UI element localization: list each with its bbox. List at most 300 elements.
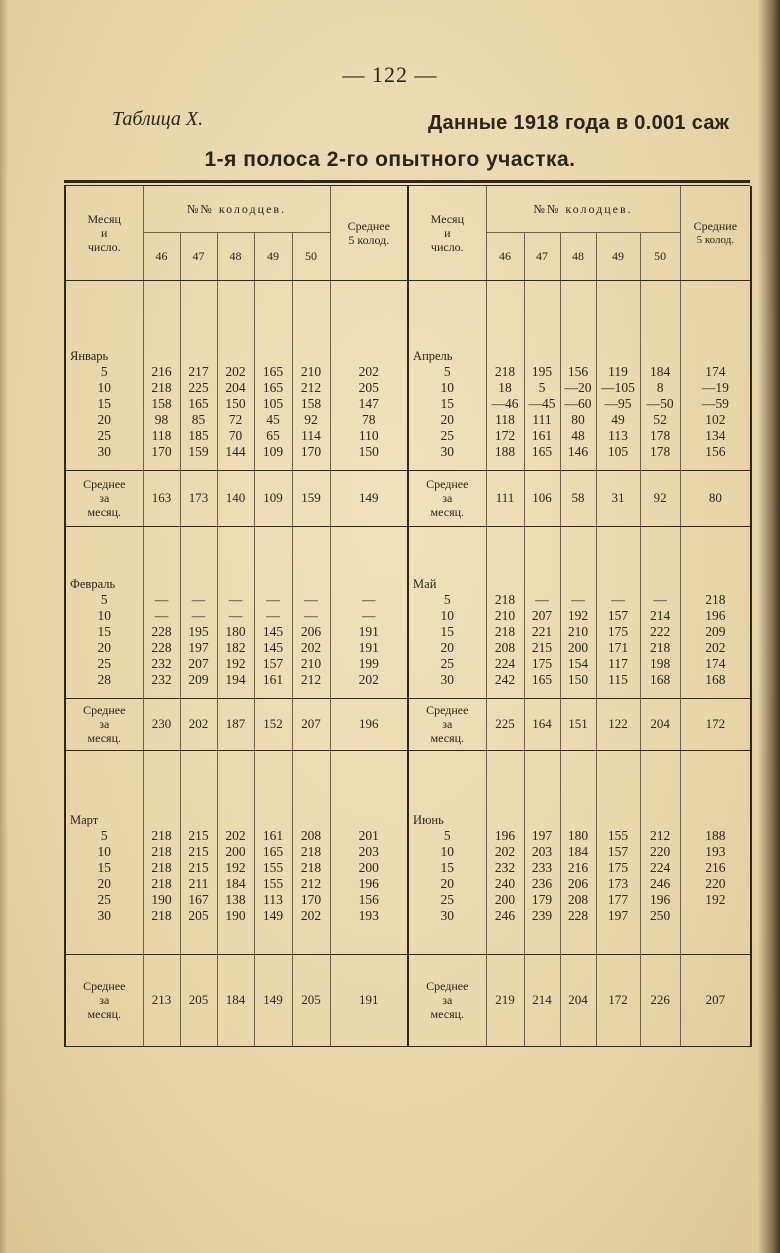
value-cell: 178 (640, 428, 680, 444)
empty-cell (640, 924, 680, 954)
day-cell-left: 10 (97, 380, 111, 395)
avg-value-cell: 164 (524, 698, 560, 750)
empty-cell (292, 570, 330, 592)
value-cell: 232 (486, 860, 524, 876)
value-cell: 202 (217, 828, 254, 844)
value-cell: 200 (217, 844, 254, 860)
empty-cell (65, 460, 143, 470)
top-rule-thick (64, 180, 750, 183)
value-cell: 173 (596, 876, 640, 892)
avg-mean-cell: 172 (680, 698, 751, 750)
avg-mean-cell: 196 (330, 698, 408, 750)
value-cell: 208 (560, 892, 596, 908)
empty-cell (217, 804, 254, 828)
value-cell: 210 (486, 608, 524, 624)
value-cell: 216 (560, 860, 596, 876)
mean-cell: 168 (680, 672, 751, 688)
avg-value-cell: 213 (143, 954, 180, 1046)
header-and-word-right: и (444, 225, 451, 240)
value-cell: 224 (486, 656, 524, 672)
value-cell: 150 (560, 672, 596, 688)
avg-value-cell: 184 (217, 954, 254, 1046)
table-row (65, 592, 751, 608)
value-cell: 192 (560, 608, 596, 624)
mean-cell: 203 (330, 844, 408, 860)
value-cell: 218 (486, 364, 524, 380)
value-cell: 216 (143, 364, 180, 380)
value-cell: 206 (560, 876, 596, 892)
avg-label-right (408, 698, 486, 750)
mean-cell: 156 (330, 892, 408, 908)
empty-cell (180, 570, 217, 592)
empty-cell (254, 460, 292, 470)
value-cell: 111 (524, 412, 560, 428)
value-cell: 211 (180, 876, 217, 892)
avg-label-line: месяц. (430, 505, 465, 519)
mean-cell: 174 (680, 364, 751, 380)
value-cell: — (292, 592, 330, 608)
day-cell-right: 5 (408, 364, 486, 380)
avg-value-cell: 92 (640, 470, 680, 526)
value-cell: 184 (217, 876, 254, 892)
value-cell: 179 (524, 892, 560, 908)
value-cell: 168 (640, 672, 680, 688)
value-cell: 175 (596, 624, 640, 640)
empty-cell (330, 460, 408, 470)
empty-cell (143, 688, 180, 698)
day-cell-right: 30 (408, 908, 486, 924)
avg-label-line: за (99, 491, 110, 505)
value-cell: 158 (143, 396, 180, 412)
block-gap-row (65, 460, 751, 470)
empty-cell (65, 280, 143, 342)
value-cell: 119 (596, 364, 640, 380)
table-row (65, 860, 751, 876)
empty-cell (330, 342, 408, 364)
value-cell: 195 (180, 624, 217, 640)
day-cell-right: 15 (408, 624, 486, 640)
avg-mean-cell: 80 (680, 470, 751, 526)
value-cell: 246 (486, 908, 524, 924)
day-cell-left: 20 (97, 640, 111, 655)
empty-cell (330, 804, 408, 828)
value-cell: 215 (180, 860, 217, 876)
value-cell: 208 (292, 828, 330, 844)
empty-cell (596, 924, 640, 954)
value-cell: 197 (180, 640, 217, 656)
empty-cell (640, 750, 680, 804)
value-cell: 177 (596, 892, 640, 908)
avg-label-line: месяц. (430, 731, 465, 745)
empty-cell (330, 750, 408, 804)
header-well-50: 50 (292, 232, 330, 280)
empty-cell (217, 688, 254, 698)
value-cell: 203 (524, 844, 560, 860)
header-month-right (408, 186, 486, 280)
empty-cell (486, 924, 524, 954)
value-cell: 18 (486, 380, 524, 396)
value-cell: 182 (217, 640, 254, 656)
table-row (65, 412, 751, 428)
day-cell-right: 25 (408, 892, 486, 908)
month-average-row (65, 470, 751, 526)
avg-label-line: Среднее (83, 703, 126, 717)
header-wells-right: №№ колодцев. (486, 186, 680, 232)
value-cell: 178 (640, 444, 680, 460)
table-row (65, 908, 751, 924)
value-cell: 161 (524, 428, 560, 444)
month-name-right: Май (408, 570, 486, 592)
value-cell: 118 (486, 412, 524, 428)
value-cell: 118 (143, 428, 180, 444)
avg-value-cell: 205 (180, 954, 217, 1046)
empty-cell (143, 924, 180, 954)
empty-cell (596, 804, 640, 828)
value-cell: 45 (254, 412, 292, 428)
value-cell: 217 (180, 364, 217, 380)
avg-value-cell: 109 (254, 470, 292, 526)
mean-cell: 196 (330, 876, 408, 892)
avg-value-cell: 140 (217, 470, 254, 526)
avg-value-cell: 159 (292, 470, 330, 526)
value-cell: —45 (524, 396, 560, 412)
avg-value-cell: 149 (254, 954, 292, 1046)
value-cell: 105 (254, 396, 292, 412)
mean-cell: 193 (330, 908, 408, 924)
empty-cell (486, 804, 524, 828)
mean-cell: 78 (330, 412, 408, 428)
empty-cell (65, 526, 143, 570)
value-cell: 145 (254, 640, 292, 656)
value-cell: 184 (640, 364, 680, 380)
empty-cell (524, 804, 560, 828)
day-cell-left: 10 (97, 608, 111, 623)
day-cell-right: 10 (408, 380, 486, 396)
table-row (65, 656, 751, 672)
value-cell: 207 (524, 608, 560, 624)
block-spacer-row (65, 750, 751, 804)
value-cell: 175 (596, 860, 640, 876)
mean-cell: 200 (330, 860, 408, 876)
empty-cell (408, 924, 486, 954)
avg-value-cell: 106 (524, 470, 560, 526)
day-cell-right: 5 (408, 592, 486, 608)
header-wells-left: №№ колодцев. (143, 186, 330, 232)
avg-value-cell: 187 (217, 698, 254, 750)
empty-cell (180, 688, 217, 698)
value-cell: 190 (217, 908, 254, 924)
mean-cell: 218 (680, 592, 751, 608)
avg-label-line: месяц. (87, 731, 121, 745)
empty-cell (680, 750, 751, 804)
value-cell: 48 (560, 428, 596, 444)
mean-cell: — (330, 592, 408, 608)
value-cell: 175 (524, 656, 560, 672)
header-well-46: 46 (143, 232, 180, 280)
value-cell: 224 (640, 860, 680, 876)
table-row (65, 380, 751, 396)
value-cell: 52 (640, 412, 680, 428)
value-cell: — (640, 592, 680, 608)
value-cell: — (143, 608, 180, 624)
empty-cell (524, 280, 560, 342)
empty-cell (180, 342, 217, 364)
value-cell: —46 (486, 396, 524, 412)
value-cell: 157 (596, 608, 640, 624)
avg-value-cell: 173 (180, 470, 217, 526)
avg-value-cell: 31 (596, 470, 640, 526)
value-cell: 49 (596, 412, 640, 428)
avg-value-cell: 207 (292, 698, 330, 750)
empty-cell (330, 526, 408, 570)
value-cell: 165 (254, 844, 292, 860)
empty-cell (143, 526, 180, 570)
day-cell-left: 30 (97, 444, 111, 459)
value-cell: 206 (292, 624, 330, 640)
header-well-47: 47 (180, 232, 217, 280)
year-note: Данные 1918 года в 0.001 саж (428, 112, 730, 134)
day-cell-right: 25 (408, 656, 486, 672)
value-cell: 246 (640, 876, 680, 892)
avg-label-line: Среднее (83, 477, 126, 491)
avg-label-line: за (442, 717, 453, 731)
avg-label-line: за (442, 993, 453, 1007)
header-day-word: число. (87, 239, 121, 254)
month-name-right: Апрель (408, 342, 486, 364)
empty-cell (680, 280, 751, 342)
value-cell: 171 (596, 640, 640, 656)
empty-cell (560, 342, 596, 364)
month-name-row (65, 804, 751, 828)
value-cell: 117 (596, 656, 640, 672)
empty-cell (143, 750, 180, 804)
table-row (65, 608, 751, 624)
empty-cell (292, 750, 330, 804)
empty-cell (217, 460, 254, 470)
value-cell: — (596, 592, 640, 608)
empty-cell (408, 750, 486, 804)
value-cell: 114 (292, 428, 330, 444)
value-cell: 205 (180, 908, 217, 924)
value-cell: 170 (292, 444, 330, 460)
value-cell: 228 (560, 908, 596, 924)
mean-cell: 205 (330, 380, 408, 396)
value-cell: 240 (486, 876, 524, 892)
value-cell: 180 (560, 828, 596, 844)
value-cell: — (180, 592, 217, 608)
empty-cell (596, 280, 640, 342)
mean-cell: 201 (330, 828, 408, 844)
day-cell-left: 20 (97, 412, 111, 427)
empty-cell (330, 570, 408, 592)
empty-cell (217, 342, 254, 364)
value-cell: —95 (596, 396, 640, 412)
value-cell: 212 (640, 828, 680, 844)
mean-cell: 199 (330, 656, 408, 672)
value-cell: 200 (560, 640, 596, 656)
header-mean-right (680, 186, 751, 280)
day-cell-left: 15 (97, 624, 111, 639)
value-cell: 149 (254, 908, 292, 924)
mean-cell: —59 (680, 396, 751, 412)
month-name-left: Февраль (70, 577, 116, 591)
value-cell: 215 (180, 844, 217, 860)
table-row (65, 844, 751, 860)
empty-cell (486, 460, 524, 470)
value-cell: 113 (596, 428, 640, 444)
day-cell-left: 30 (97, 908, 111, 923)
table-body (65, 280, 751, 1046)
table-subtitle: 1-я полоса 2-го опытного участка. (204, 148, 576, 171)
value-cell: 184 (560, 844, 596, 860)
mean-cell: 202 (330, 672, 408, 688)
empty-cell (596, 750, 640, 804)
empty-cell (680, 688, 751, 698)
day-cell-right: 15 (408, 396, 486, 412)
avg-value-cell: 225 (486, 698, 524, 750)
empty-cell (640, 460, 680, 470)
value-cell: 233 (524, 860, 560, 876)
empty-cell (254, 342, 292, 364)
avg-mean-cell: 149 (330, 470, 408, 526)
day-cell-left: 25 (97, 892, 111, 907)
empty-cell (408, 460, 486, 470)
block-gap-row (65, 924, 751, 954)
value-cell: 155 (254, 860, 292, 876)
value-cell: 218 (640, 640, 680, 656)
header-mean-sub-right: 5 колод. (696, 233, 735, 246)
empty-cell (254, 924, 292, 954)
value-cell: 218 (143, 908, 180, 924)
empty-cell (680, 804, 751, 828)
avg-value-cell: 205 (292, 954, 330, 1046)
avg-label-line: за (442, 491, 453, 505)
avg-label-line: Среднее (83, 979, 126, 993)
avg-label-right (408, 470, 486, 526)
empty-cell (560, 688, 596, 698)
empty-cell (560, 924, 596, 954)
empty-cell (217, 570, 254, 592)
empty-cell (640, 526, 680, 570)
empty-cell (680, 342, 751, 364)
value-cell: 165 (524, 672, 560, 688)
month-name-left: Январь (70, 349, 109, 363)
mean-cell: 216 (680, 860, 751, 876)
value-cell: 72 (217, 412, 254, 428)
empty-cell (254, 570, 292, 592)
value-cell: —60 (560, 396, 596, 412)
page-edge-right (758, 0, 780, 1253)
table-row (65, 876, 751, 892)
mean-cell: — (330, 608, 408, 624)
empty-cell (180, 804, 217, 828)
value-cell: 210 (560, 624, 596, 640)
header-mean-word-right: Средние (693, 218, 738, 233)
header-well-46-right: 46 (486, 232, 524, 280)
empty-cell (292, 924, 330, 954)
avg-label-right (408, 954, 486, 1046)
empty-cell (596, 526, 640, 570)
day-cell-right: 30 (408, 444, 486, 460)
month-average-row (65, 698, 751, 750)
month-name-left: Март (70, 813, 99, 827)
value-cell: 215 (524, 640, 560, 656)
value-cell: 220 (640, 844, 680, 860)
value-cell: 154 (560, 656, 596, 672)
header-well-49-right: 49 (596, 232, 640, 280)
empty-cell (640, 342, 680, 364)
value-cell: 188 (486, 444, 524, 460)
empty-cell (143, 342, 180, 364)
value-cell: 158 (292, 396, 330, 412)
value-cell: 202 (486, 844, 524, 860)
avg-value-cell: 58 (560, 470, 596, 526)
header-day-word-right: число. (430, 239, 464, 254)
empty-cell (254, 804, 292, 828)
value-cell: 239 (524, 908, 560, 924)
empty-cell (408, 688, 486, 698)
empty-cell (524, 460, 560, 470)
table-row (65, 828, 751, 844)
avg-value-cell: 226 (640, 954, 680, 1046)
day-cell-right: 20 (408, 876, 486, 892)
mean-cell: 156 (680, 444, 751, 460)
empty-cell (254, 280, 292, 342)
value-cell: 185 (180, 428, 217, 444)
empty-cell (217, 750, 254, 804)
day-cell-left: 25 (97, 428, 111, 443)
day-cell-left: 28 (97, 672, 111, 687)
avg-label-line: Среднее (426, 979, 469, 993)
value-cell: —20 (560, 380, 596, 396)
value-cell: 192 (217, 656, 254, 672)
value-cell: 218 (486, 624, 524, 640)
avg-label-line: месяц. (87, 1007, 121, 1021)
mean-cell: 220 (680, 876, 751, 892)
empty-cell (180, 460, 217, 470)
table-row (65, 396, 751, 412)
empty-cell (292, 526, 330, 570)
avg-mean-cell: 207 (680, 954, 751, 1046)
block-gap-row (65, 688, 751, 698)
value-cell: 204 (217, 380, 254, 396)
value-cell: 207 (180, 656, 217, 672)
value-cell: 212 (292, 380, 330, 396)
value-cell: 144 (217, 444, 254, 460)
value-cell: 214 (640, 608, 680, 624)
value-cell: 170 (292, 892, 330, 908)
empty-cell (65, 688, 143, 698)
day-cell-right: 10 (408, 844, 486, 860)
day-cell-left: 5 (100, 592, 108, 607)
value-cell: 208 (486, 640, 524, 656)
mean-cell: 209 (680, 624, 751, 640)
mean-cell: 191 (330, 640, 408, 656)
value-cell: 218 (143, 876, 180, 892)
header-well-47-right: 47 (524, 232, 560, 280)
value-cell: 218 (143, 828, 180, 844)
value-cell: 172 (486, 428, 524, 444)
avg-value-cell: 152 (254, 698, 292, 750)
avg-value-cell: 219 (486, 954, 524, 1046)
avg-label-line: Среднее (426, 703, 469, 717)
value-cell: 232 (143, 656, 180, 672)
empty-cell (524, 688, 560, 698)
mean-cell: 193 (680, 844, 751, 860)
table-row (65, 624, 751, 640)
empty-cell (486, 342, 524, 364)
value-cell: 192 (217, 860, 254, 876)
